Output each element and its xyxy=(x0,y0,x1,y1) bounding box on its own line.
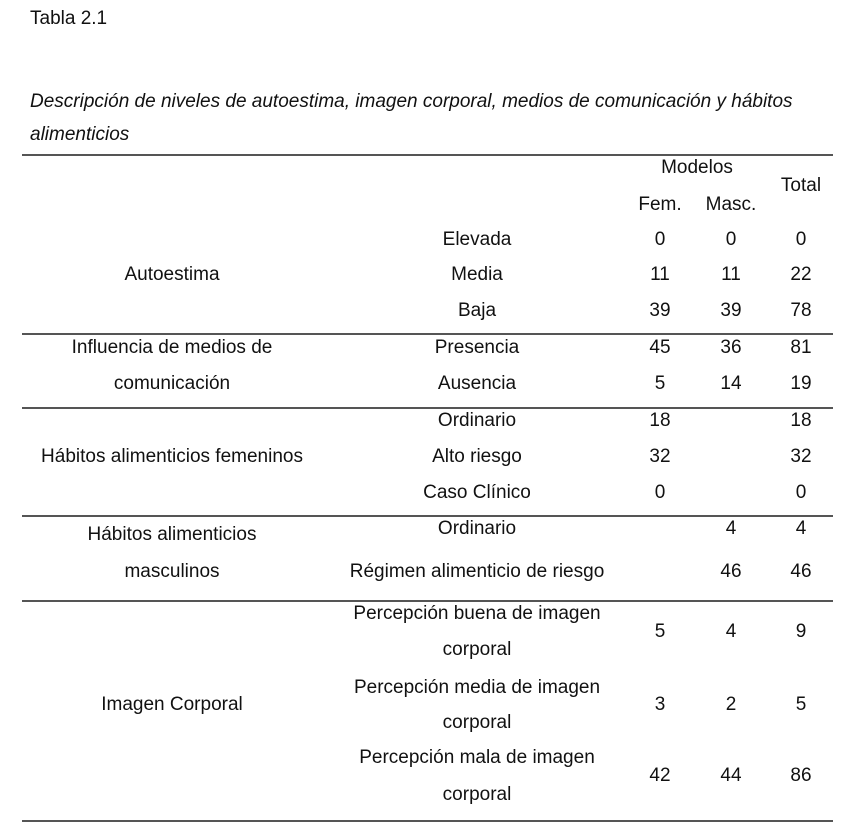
row-label: Ordinario xyxy=(437,518,517,539)
cell-fem: 18 xyxy=(649,410,671,431)
row-label: Alto riesgo xyxy=(432,446,522,467)
group-divider xyxy=(22,820,833,822)
table-caption: Descripción de niveles de autoestima, imagen corporal, medios de comunicación y hábitos alimenticios xyxy=(30,91,793,145)
cell-masc: 36 xyxy=(720,337,742,358)
cell-total: 18 xyxy=(790,410,812,431)
cell-fem: 0 xyxy=(654,482,666,503)
cell-fem: 42 xyxy=(649,765,671,786)
group-divider xyxy=(22,333,833,335)
row-label: Caso Clínico xyxy=(423,482,531,503)
cell-total: 4 xyxy=(795,518,807,539)
cell-masc: 2 xyxy=(725,694,737,715)
cell-fem: 11 xyxy=(650,264,670,285)
cell-masc: 46 xyxy=(720,561,742,582)
cell-masc: 4 xyxy=(725,518,737,539)
header-fem: Fem. xyxy=(638,194,682,215)
group-name: comunicación xyxy=(113,373,231,394)
group-divider xyxy=(22,407,833,409)
group-divider xyxy=(22,600,833,602)
group-name: Influencia de medios de xyxy=(71,337,273,358)
row-label: Percepción mala de imagen xyxy=(359,747,595,768)
header-models: Modelos xyxy=(661,157,733,178)
cell-total: 0 xyxy=(795,482,807,503)
cell-total: 78 xyxy=(790,300,812,321)
cell-fem: 0 xyxy=(654,229,666,250)
cell-total: 81 xyxy=(790,337,812,358)
cell-masc: 44 xyxy=(720,765,742,786)
cell-masc: 11 xyxy=(721,264,741,285)
cell-masc: 39 xyxy=(720,300,742,321)
group-name: masculinos xyxy=(124,561,220,582)
cell-masc: 4 xyxy=(725,621,737,642)
header-masc: Masc. xyxy=(705,194,757,215)
header-total: Total xyxy=(780,175,822,196)
row-label: Régimen alimenticio de riesgo xyxy=(349,561,605,582)
table-top-rule xyxy=(22,154,833,156)
cell-masc: 14 xyxy=(720,373,742,394)
cell-total: 86 xyxy=(790,765,812,786)
group-name: Autoestima xyxy=(124,264,220,285)
cell-total: 9 xyxy=(795,621,807,642)
row-label: Elevada xyxy=(442,229,512,250)
group-name: Hábitos alimenticios femeninos xyxy=(41,446,303,467)
row-label: Presencia xyxy=(434,337,520,358)
row-label: Ausencia xyxy=(437,373,517,394)
row-label: Percepción media de imagen xyxy=(353,677,601,698)
row-label: corporal xyxy=(442,712,512,733)
group-name: Imagen Corporal xyxy=(101,694,243,715)
cell-fem: 3 xyxy=(654,694,666,715)
row-label: corporal xyxy=(442,784,512,805)
row-label: corporal xyxy=(442,639,512,660)
cell-fem: 5 xyxy=(654,373,666,394)
cell-total: 32 xyxy=(790,446,812,467)
row-label: Baja xyxy=(457,300,497,321)
cell-fem: 45 xyxy=(649,337,671,358)
cell-fem: 39 xyxy=(649,300,671,321)
cell-total: 46 xyxy=(790,561,812,582)
cell-fem: 32 xyxy=(649,446,671,467)
group-divider xyxy=(22,515,833,517)
cell-total: 0 xyxy=(795,229,807,250)
cell-total: 22 xyxy=(790,264,812,285)
row-label: Percepción buena de imagen xyxy=(353,603,601,624)
row-label: Media xyxy=(451,264,503,285)
cell-total: 19 xyxy=(790,373,812,394)
cell-total: 5 xyxy=(795,694,807,715)
row-label: Ordinario xyxy=(437,410,517,431)
table-label: Tabla 2.1 xyxy=(30,8,108,29)
cell-masc: 0 xyxy=(725,229,737,250)
group-name: Hábitos alimenticios xyxy=(87,524,257,545)
cell-fem: 5 xyxy=(654,621,666,642)
